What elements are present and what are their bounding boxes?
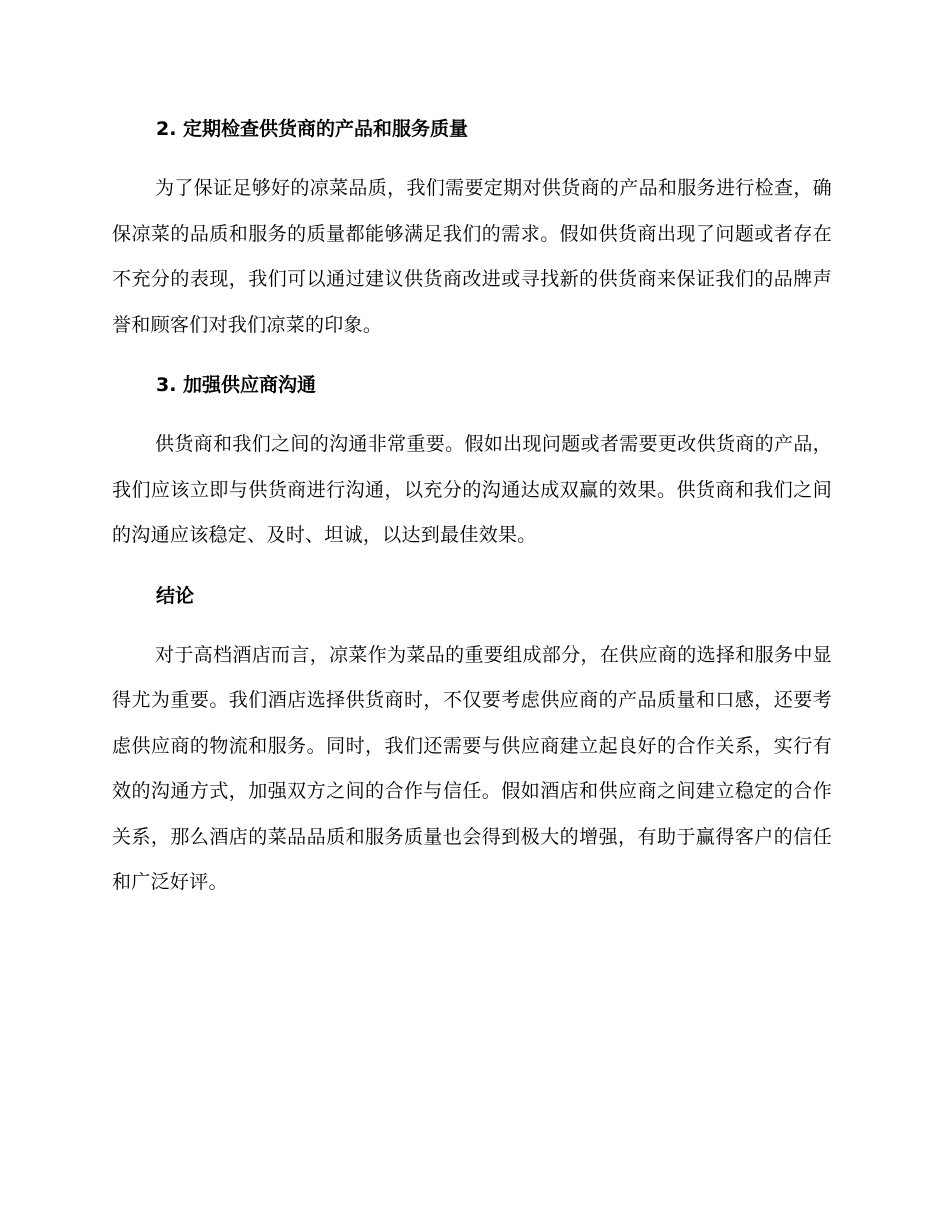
section-heading-supplier-communication: 3. 加强供应商沟通 [156, 374, 317, 396]
section-paragraph-conclusion: 对于高档酒店而言，凉菜作为菜品的重要组成部分，在供应商的选择和服务中显得尤为重要。我们酒店选择供货商时，不仅要考虑供应商的产品质量和口感，还要考虑供应商的物流和服务。同时，我们还需要与供应商建立起良好的合作关系，实行有效的沟通方式，加强双方之间的合作与信任。假如酒店和供应商之间建立稳定的合作关系，那么酒店的菜品品质和服务质量也会得到极大的增强，有助于赢得客户的信任和广泛好评。 [112, 643, 832, 893]
section-paragraph-supplier-quality-check: 为了保证足够好的凉菜品质，我们需要定期对供货商的产品和服务进行检查，确保凉菜的品质和服务的质量都能够满足我们的需求。假如供货商出现了问题或者存在不充分的表现，我们可以通过建议供货商改进或寻找新的供货商来保证我们的品牌声誉和顾客们对我们凉菜的印象。 [112, 177, 832, 336]
section-paragraph-supplier-communication: 供货商和我们之间的沟通非常重要。假如出现问题或者需要更改供货商的产品，我们应该立即与供货商进行沟通，以充分的沟通达成双赢的效果。供货商和我们之间的沟通应该稳定、及时、坦诚，以达到最佳效果。 [112, 433, 832, 546]
section-heading-conclusion: 结论 [156, 584, 195, 607]
section-heading-supplier-quality-check: 2. 定期检查供货商的产品和服务质量 [156, 118, 469, 140]
document-body [112, 112, 832, 906]
